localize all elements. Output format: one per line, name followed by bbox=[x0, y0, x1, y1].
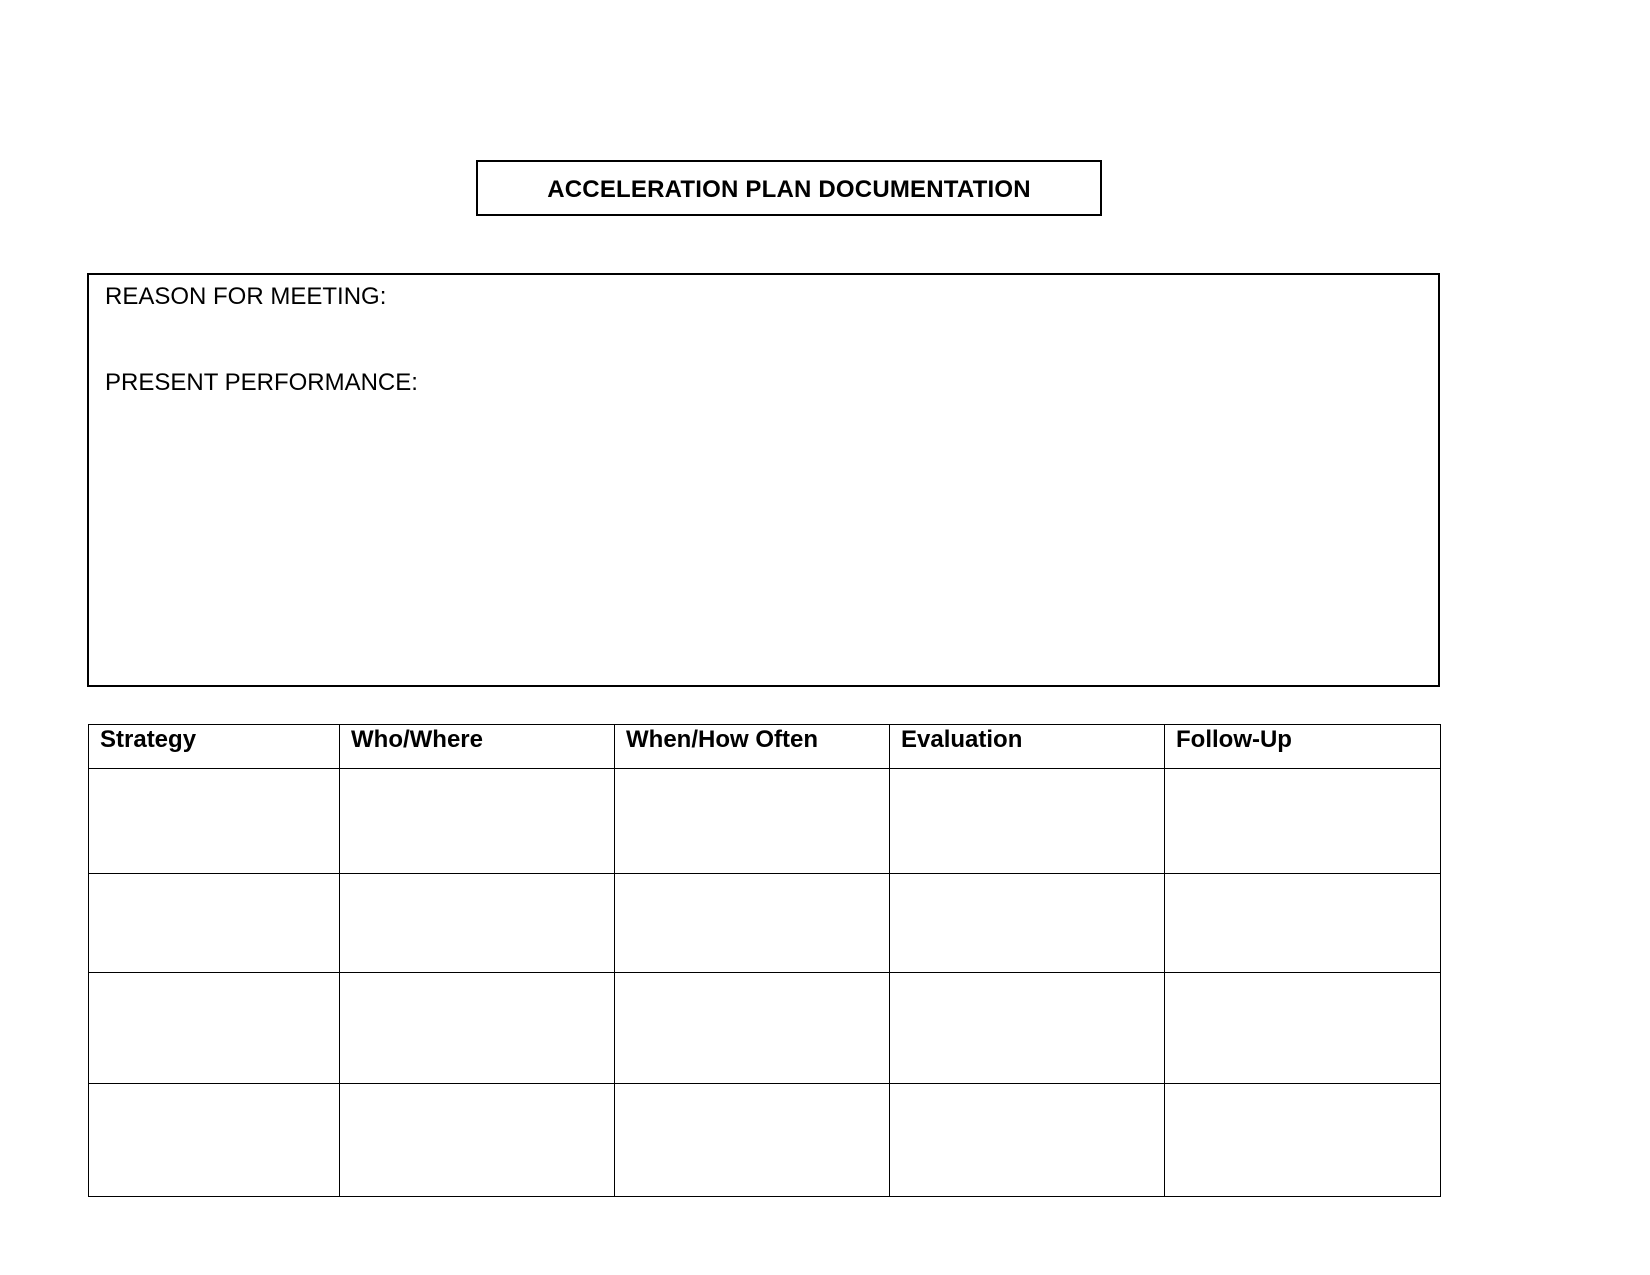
document-title: ACCELERATION PLAN DOCUMENTATION bbox=[547, 176, 1031, 203]
table-cell-who-where[interactable] bbox=[340, 973, 615, 1084]
reason-for-meeting-label: REASON FOR MEETING: bbox=[105, 283, 387, 310]
table-cell-strategy[interactable] bbox=[89, 769, 340, 874]
header-evaluation: Evaluation bbox=[890, 725, 1165, 769]
table-cell-strategy[interactable] bbox=[89, 874, 340, 973]
header-strategy: Strategy bbox=[89, 725, 340, 769]
table-row bbox=[89, 1084, 1441, 1197]
table-cell-when-how-often[interactable] bbox=[615, 1084, 890, 1197]
table-cell-evaluation[interactable] bbox=[890, 1084, 1165, 1197]
table-cell-who-where[interactable] bbox=[340, 1084, 615, 1197]
table-cell-who-where[interactable] bbox=[340, 874, 615, 973]
table-cell-when-how-often[interactable] bbox=[615, 769, 890, 874]
table-header-row bbox=[89, 725, 1441, 769]
table-cell-follow-up[interactable] bbox=[1165, 973, 1441, 1084]
table-cell-who-where[interactable] bbox=[340, 769, 615, 874]
header-when-how-often: When/How Often bbox=[615, 725, 890, 769]
table-cell-follow-up[interactable] bbox=[1165, 874, 1441, 973]
table-cell-evaluation[interactable] bbox=[890, 973, 1165, 1084]
table-cell-follow-up[interactable] bbox=[1165, 1084, 1441, 1197]
table-cell-when-how-often[interactable] bbox=[615, 973, 890, 1084]
header-who-where: Who/Where bbox=[340, 725, 615, 769]
header-follow-up: Follow-Up bbox=[1165, 725, 1441, 769]
title-box bbox=[476, 160, 1102, 216]
table-cell-strategy[interactable] bbox=[89, 973, 340, 1084]
table-row bbox=[89, 874, 1441, 973]
table-cell-evaluation[interactable] bbox=[890, 769, 1165, 874]
strategy-table bbox=[88, 724, 1441, 1197]
table-cell-strategy[interactable] bbox=[89, 1084, 340, 1197]
table-cell-when-how-often[interactable] bbox=[615, 874, 890, 973]
table-cell-follow-up[interactable] bbox=[1165, 769, 1441, 874]
present-performance-label: PRESENT PERFORMANCE: bbox=[105, 369, 418, 396]
table-row bbox=[89, 769, 1441, 874]
table-row bbox=[89, 973, 1441, 1084]
meeting-info-box[interactable] bbox=[87, 273, 1440, 687]
table-cell-evaluation[interactable] bbox=[890, 874, 1165, 973]
